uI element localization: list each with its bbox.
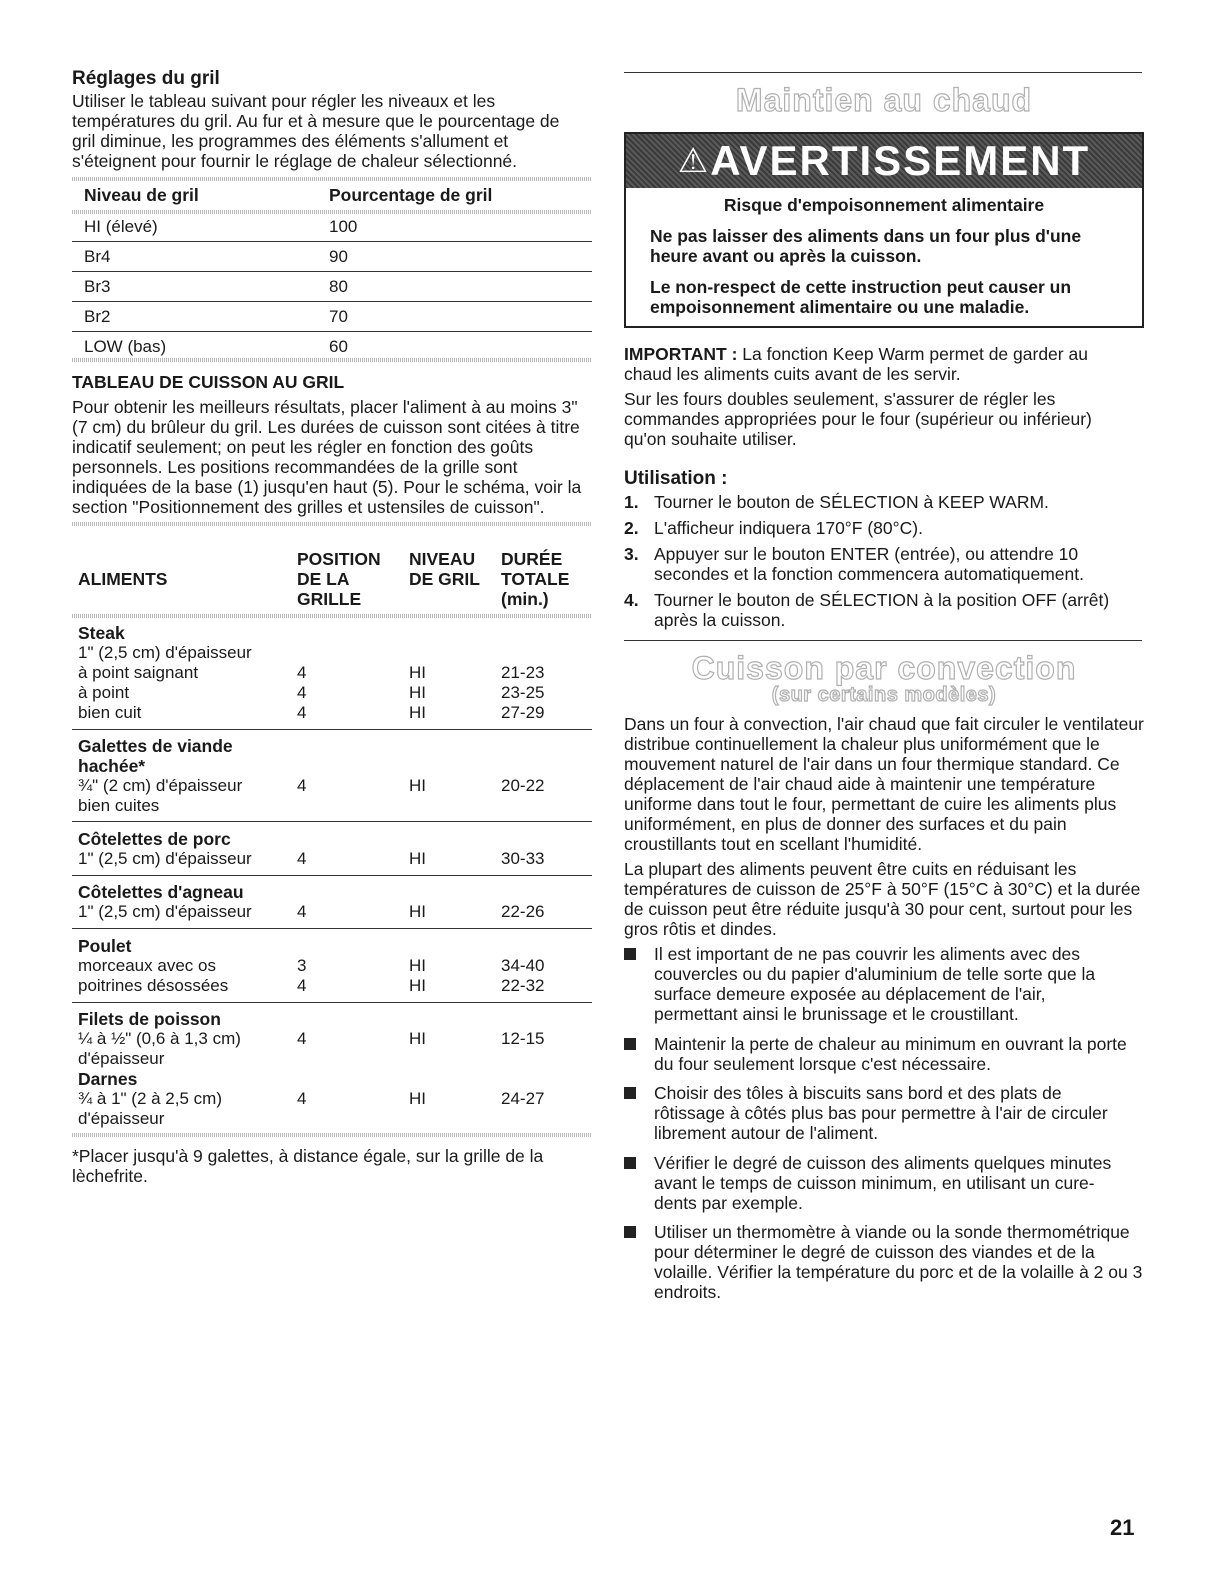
food-pork: Côtelettes de porc [78, 829, 231, 849]
bullet-square-icon [624, 1087, 636, 1099]
food-doneness: à point [78, 683, 130, 702]
section-rule [624, 640, 1142, 641]
convection-subtitle: (sur certains modèles) [771, 684, 997, 706]
warning-instruction: Ne pas laisser des aliments dans un four plus d'une heure avant ou après la cuisson. [650, 226, 1082, 266]
grill-percent: 80 [329, 277, 348, 296]
grill-col-percent-header: Pourcentage de gril [329, 185, 493, 205]
grill-settings-intro: Utiliser le tableau suivant pour régler les niveaux et les températures du gril. Au fur et à mesure que le pourcentage de gril diminue, les programmes des éléments s'allument et s'éteignent pour fournir le réglage de chaleur sélectionné. [72, 91, 560, 171]
grill-level: HI [409, 849, 426, 868]
food-thickness: 1" (2,5 cm) d'épaisseur [78, 849, 252, 868]
grill-level: HI [409, 1029, 426, 1048]
list-item: Il est important de ne pas couvrir les aliments avec des couvercles ou du papier d'aluminium de telle sorte que la surface demeure exposée au déplacement de l'air, permettant ainsi le brunissage et le croustillant. [654, 944, 1096, 1024]
bullet-square-icon [624, 1226, 636, 1238]
food-doneness: bien cuites [78, 796, 160, 815]
important-note [624, 344, 1124, 384]
list-item: Vérifier le degré de cuisson des aliments quelques minutes avant le temps de cuisson minimum, en utilisant un cure-dents par exemple. [654, 1153, 1112, 1213]
header-position: DE LA [297, 569, 350, 589]
warning-banner-text: AVERTISSEMENT [710, 137, 1091, 184]
header-time: DURÉE [501, 549, 563, 569]
table-row [72, 242, 592, 272]
list-item: Maintenir la perte de chaleur au minimum en ouvrant la porte du four seulement lorsque c'est nécessaire. [654, 1034, 1127, 1074]
warning-box [624, 132, 1144, 328]
rack-position: 4 [297, 902, 307, 921]
header-position: GRILLE [297, 589, 362, 609]
double-ovens-note: Sur les fours doubles seulement, s'assurer de régler les commandes appropriées pour le four (supérieur ou inférieur) qu'on souhaite utiliser. [624, 389, 1092, 449]
step-text: Appuyer sur le bouton ENTER (entrée), ou attendre 10 secondes et la fonction commencera automatiquement. [654, 544, 1084, 584]
table-row [72, 272, 592, 302]
grill-level: HI [409, 976, 426, 995]
food-thickness: 1" (2,5 cm) d'épaisseur [78, 643, 252, 662]
grill-level: HI [409, 956, 426, 975]
food-cut: poitrines désossées [78, 976, 229, 995]
total-time: 27-29 [501, 703, 545, 722]
step-number: 2. [624, 518, 639, 538]
keep-warm-title: Maintien au chaud [735, 82, 1033, 118]
total-time: 23-25 [501, 683, 545, 702]
cooking-chart-title: TABLEAU DE CUISSON AU GRIL [72, 372, 345, 392]
rack-position: 4 [297, 1029, 307, 1048]
total-time: 21-23 [501, 663, 545, 682]
grill-level: HI (élevé) [84, 217, 158, 236]
table-top-rule [72, 177, 592, 181]
grill-percent: 90 [329, 247, 348, 266]
rack-position: 4 [297, 776, 307, 795]
warning-consequence: Le non-respect de cette instruction peut causer un empoisonnement alimentaire ou une maladie. [650, 277, 1072, 317]
convection-paragraph-1: Dans un four à convection, l'air chaud que fait circuler le ventilateur distribue continuellement la chaleur plus uniformément que le mouvement naturel de l'air dans un four thermique standard. Ce déplacement de l'air chaud aide à maintenir une température uniforme dans tout le four, permettant de cuire les aliments plus uniformément, en plus de donner des surfaces et du pain croustillants tout en scellant l'humidité. [624, 714, 1144, 854]
cooking-chart-intro: Pour obtenir les meilleurs résultats, placer l'aliment à au moins 3" (7 cm) du brûleur du gril. Les durées de cuisson sont citées à titre indicatif seulement; on peut les régler en fonction des goûts personnels. Les positions recommandées de la grille sont indiquées de la base (1) jusqu'en haut (5). Pour le schéma, voir la section "Positionnement des grilles et ustensiles de cuisson". [72, 397, 582, 517]
chart-footnote: *Placer jusqu'à 9 galettes, à distance égale, sur la grille de la lèchefrite. [72, 1146, 544, 1186]
food-thickness: ¼ à ½" (0,6 à 1,3 cm) [78, 1029, 241, 1048]
food-thickness: ¾ à 1" (2 à 2,5 cm) [78, 1089, 222, 1108]
total-time: 30-33 [501, 849, 545, 868]
chart-intro-rule [72, 522, 592, 526]
header-time: (min.) [501, 589, 549, 609]
food-patties: Galettes de viande [78, 736, 233, 756]
step-number: 4. [624, 590, 639, 610]
grill-col-level-header: Niveau de gril [84, 185, 199, 205]
food-cut: morceaux avec os [78, 956, 216, 975]
section-rule [624, 72, 1142, 73]
row-divider [72, 1002, 592, 1003]
grill-settings-title: Réglages du gril [72, 68, 220, 89]
rack-position: 4 [297, 976, 307, 995]
total-time: 12-15 [501, 1029, 545, 1048]
grill-level: LOW (bas) [84, 337, 167, 356]
convection-paragraph-2: La plupart des aliments peuvent être cuits en réduisant les températures de cuisson de 25°F à 50°F (15°C à 30°C) et la durée de cuisson peut être réduite jusqu'à 30 pour cent, surtout pour les gros rôtis et dindes. [624, 859, 1141, 939]
grill-level: Br3 [84, 277, 111, 296]
food-thickness: d'épaisseur [78, 1049, 165, 1068]
rack-position: 4 [297, 663, 307, 682]
table-row [72, 212, 592, 242]
step-text: L'afficheur indiquera 170°F (80°C). [654, 518, 923, 538]
total-time: 20-22 [501, 776, 545, 795]
header-food: ALIMENTS [78, 569, 168, 589]
chart-bottom-rule [72, 1133, 592, 1137]
bullet-square-icon [624, 1157, 636, 1169]
food-fish-steaks: Darnes [78, 1069, 138, 1089]
bullet-square-icon [624, 948, 636, 960]
grill-percent: 70 [329, 307, 348, 326]
food-steak: Steak [78, 623, 125, 643]
header-level: NIVEAU [409, 549, 476, 569]
rack-position: 4 [297, 1089, 307, 1108]
rack-position: 4 [297, 703, 307, 722]
list-item: Choisir des tôles à biscuits sans bord et des plats de rôtissage à côtés plus bas pour permettre à l'air de circuler librement autour de l'aliment. [654, 1083, 1108, 1143]
food-lamb: Côtelettes d'agneau [78, 882, 244, 902]
food-thickness: d'épaisseur [78, 1109, 165, 1128]
food-thickness: ¾" (2 cm) d'épaisseur [78, 776, 243, 795]
rack-position: 4 [297, 849, 307, 868]
food-doneness: à point saignant [78, 663, 199, 682]
total-time: 24-27 [501, 1089, 545, 1108]
rack-position: 3 [297, 956, 307, 975]
grill-percent: 60 [329, 337, 348, 356]
header-level: DE GRIL [409, 569, 480, 589]
chart-header-rule [72, 614, 592, 618]
important-label: IMPORTANT : [624, 344, 738, 364]
convection-title: Cuisson par convection [691, 650, 1077, 686]
row-divider [72, 875, 592, 876]
warning-triangle-icon: ⚠ [677, 142, 711, 180]
grill-level: HI [409, 683, 426, 702]
grill-level: HI [409, 776, 426, 795]
food-patties: hachée* [78, 756, 146, 776]
step-text: Tourner le bouton de SÉLECTION à la position OFF (arrêt) après la cuisson. [654, 590, 1110, 630]
grill-level: Br2 [84, 307, 111, 326]
warning-banner [626, 134, 1142, 188]
grill-level: HI [409, 703, 426, 722]
header-time: TOTALE [501, 569, 570, 589]
important-text: La fonction Keep Warm permet de garder au chaud les aliments cuits avant de les servir. [624, 344, 1088, 384]
table-bottom-rule [72, 358, 592, 362]
list-item: Utiliser un thermomètre à viande ou la sonde thermométrique pour déterminer le degré de cuisson des viandes et de la volaille. Vérifier la température du porc et de la volaille à 2 ou 3 endroits. [654, 1222, 1143, 1302]
food-thickness: 1" (2,5 cm) d'épaisseur [78, 902, 252, 921]
food-fish-fillets: Filets de poisson [78, 1009, 221, 1029]
row-divider [72, 928, 592, 929]
step-text: Tourner le bouton de SÉLECTION à KEEP WARM. [654, 492, 1049, 512]
grill-level: HI [409, 1089, 426, 1108]
food-chicken: Poulet [78, 936, 132, 956]
use-title: Utilisation : [624, 468, 728, 489]
total-time: 22-26 [501, 902, 545, 921]
grill-percent: 100 [329, 217, 358, 236]
bullet-square-icon [624, 1038, 636, 1050]
grill-level: HI [409, 663, 426, 682]
step-number: 3. [624, 544, 639, 564]
grill-level: HI [409, 902, 426, 921]
total-time: 22-32 [501, 976, 545, 995]
total-time: 34-40 [501, 956, 545, 975]
header-position: POSITION [297, 549, 381, 569]
food-doneness: bien cuit [78, 703, 142, 722]
warning-hazard: Risque d'empoisonnement alimentaire [723, 195, 1045, 215]
row-divider [72, 729, 592, 730]
table-row [72, 302, 592, 332]
grill-level: Br4 [84, 247, 111, 266]
row-divider [72, 821, 592, 822]
rack-position: 4 [297, 683, 307, 702]
step-number: 1. [624, 492, 639, 512]
page-number: 21 [1110, 1515, 1135, 1540]
